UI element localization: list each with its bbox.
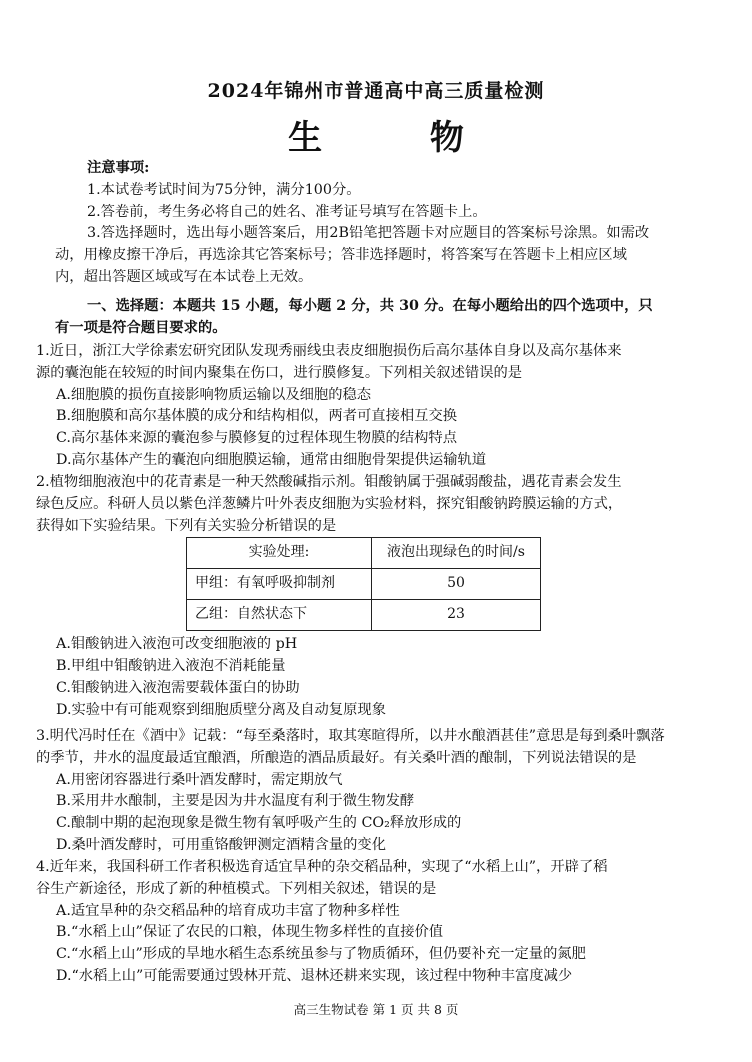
option-d: D.桑叶酒发酵时，可用重铬酸钾测定酒精含量的变化	[56, 836, 387, 853]
question-stem: 3.明代冯时任在《酒中》记载：“每至桑落时，取其寒暄得所，以井水酿酒甚佳”意思是每到桑叶飘落	[36, 728, 665, 744]
option-a: A.适宜旱种的杂交稻品种的培育成功丰富了物种多样性	[56, 902, 400, 919]
question-stem: 的季节，井水的温度最适宜酿酒，所酿造的酒品质最好。有关桑叶酒的酿制，下列说法错误的是	[36, 749, 637, 766]
option-d: D.高尔基体产生的囊泡向细胞膜运输，通常由细胞骨架提供运输轨道	[56, 451, 487, 468]
question-stem: 绿色反应。科研人员以紫色洋葱鳞片叶外表皮细胞为实验材料，探究钼酸钠跨膜运输的方式，	[36, 495, 623, 512]
table-row	[187, 600, 541, 631]
option-b: B.“水稻上山”保证了农民的口粮，体现生物多样性的直接价值	[56, 924, 444, 941]
section-heading-line: 有一项是符合题目要求的。	[55, 319, 227, 336]
question-1	[36, 341, 716, 472]
option-a: A.用密闭容器进行桑叶酒发酵时，需定期放气	[56, 771, 343, 788]
notice-item: 内，超出答题区域或写在本试卷上无效。	[55, 268, 313, 285]
table-cell: 50	[372, 569, 541, 600]
table-header-cell: 液泡出现绿色的时间/s	[372, 538, 541, 569]
question-stem: 谷生产新途径，形成了新的种植模式。下列相关叙述，错误的是	[36, 880, 437, 897]
table-cell: 乙组：自然状态下	[187, 600, 372, 631]
table-cell: 23	[372, 600, 541, 631]
option-b: B.细胞膜和高尔基体膜的成分和结构相似，两者可直接相互交换	[56, 408, 458, 425]
option-d: D.“水稻上山”可能需要通过毁林开荒、退林还耕来实现，该过程中物种丰富度减少	[56, 967, 573, 984]
subject-title: 生 物	[288, 118, 512, 158]
notice-heading: 注意事项:	[87, 160, 150, 176]
option-b: B.甲组中钼酸钠进入液泡不消耗能量	[56, 658, 286, 675]
question-stem: 获得如下实验结果。下列有关实验分析错误的是	[36, 517, 337, 534]
page-footer: 高三生物试卷 第 1 页 共 8 页	[293, 1002, 459, 1017]
exam-title: 2024年锦州市普通高中高三质量检测	[207, 80, 545, 102]
question-4	[36, 857, 716, 988]
notice-item: 动，用橡皮擦干净后，再选涂其它答案标号；答非选择题时，将答案写在答题卡上相应区域	[55, 247, 627, 264]
table-row	[187, 569, 541, 600]
option-d: D.实验中有可能观察到细胞质壁分离及自动复原现象	[56, 701, 387, 718]
question-stem: 源的囊泡能在较短的时间内聚集在伤口，进行膜修复。下列相关叙述错误的是	[36, 364, 523, 381]
question-stem: 2.植物细胞液泡中的花青素是一种天然酸碱指示剂。钼酸钠属于强碱弱酸盐，遇花青素会发生	[36, 474, 622, 490]
question-stem: 1.近日，浙江大学徐素宏研究团队发现秀丽线虫表皮细胞损伤后高尔基体自身以及高尔基体来	[36, 343, 622, 359]
question-stem: 4.近年来，我国科研工作者积极选育适宜旱种的杂交稻品种，实现了“水稻上山”，开辟了稻	[36, 859, 608, 875]
notice-item: 3.答选择题时，选出每小题答案后，用2B铅笔把答题卡对应题目的答案标号涂黑。如需改	[87, 225, 650, 242]
notice-item: 2.答卷前，考生务必将自己的姓名、准考证号填写在答题卡上。	[87, 203, 487, 220]
section-heading-line: 一、选择题：本题共 15 小题，每小题 2 分，共 30 分。在每小题给出的四个选项中，只	[87, 298, 653, 314]
table-header-row	[187, 538, 541, 569]
option-a: A.细胞膜的损伤直接影响物质运输以及细胞的稳态	[56, 386, 372, 403]
option-c: C.钼酸钠进入液泡需要载体蛋白的协助	[56, 679, 300, 696]
table-cell: 甲组：有氧呼吸抑制剂	[187, 569, 372, 600]
notice-section	[55, 158, 707, 289]
option-c: C.高尔基体来源的囊泡参与膜修复的过程体现生物膜的结构特点	[56, 430, 457, 447]
option-a: A.钼酸钠进入液泡可改变细胞液的 pH	[56, 636, 298, 653]
question-2	[36, 472, 716, 722]
option-b: B.采用井水酿制，主要是因为井水温度有利于微生物发酵	[56, 793, 415, 810]
question-3	[36, 726, 716, 857]
option-c: C.酿制中期的起泡现象是微生物有氧呼吸产生的 CO₂释放形成的	[56, 815, 462, 832]
option-c: C.“水稻上山”形成的旱地水稻生态系统虽参与了物质循环，但仍要补充一定量的氮肥	[56, 946, 586, 963]
section-heading	[55, 296, 707, 340]
notice-item: 1.本试卷考试时间为75分钟，满分100分。	[87, 181, 361, 198]
table-header-cell: 实验处理:	[187, 538, 372, 569]
experiment-table	[186, 537, 541, 631]
